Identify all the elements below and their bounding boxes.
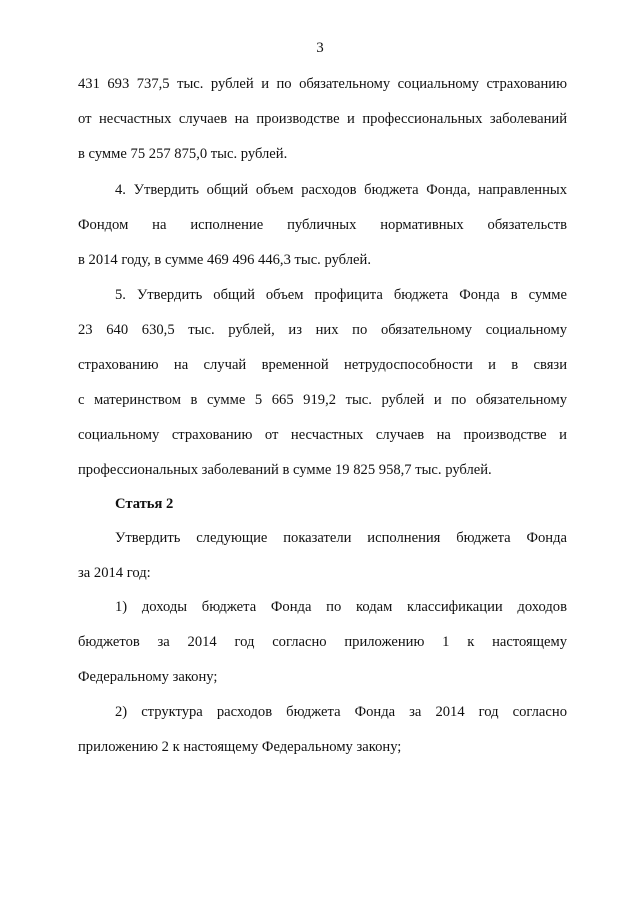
- text-line: Утвердить следующие показатели исполнения бюджета Фонда: [115, 530, 567, 546]
- text-line: в сумме 75 257 875,0 тыс. рублей.: [78, 146, 288, 162]
- text-line: за 2014 год:: [78, 565, 151, 581]
- text-line: 431 693 737,5 тыс. рублей и по обязательному социальному страхованию: [78, 76, 567, 92]
- text-line: страхованию на случай временной нетрудоспособности и в связи: [78, 357, 567, 373]
- paragraph-item-5: [78, 285, 567, 495]
- article-heading-block: [78, 494, 567, 529]
- paragraph-article-intro: [78, 528, 567, 598]
- text-line: в 2014 году, в сумме 469 496 446,3 тыс. рублей.: [78, 252, 371, 268]
- text-line: бюджетов за 2014 год согласно приложению 1 к настоящему: [78, 634, 567, 650]
- article-heading: Статья 2: [115, 496, 174, 512]
- text-line: 2) структура расходов бюджета Фонда за 2014 год согласно: [115, 704, 567, 720]
- paragraph-subitem-2: [78, 702, 567, 772]
- page-number: 3: [316, 40, 324, 56]
- text-line: 4. Утвердить общий объем расходов бюджета Фонда, направленных: [115, 182, 567, 198]
- text-line: социальному страхованию от несчастных случаев на производстве и: [78, 427, 567, 443]
- text-line: Федеральному закону;: [78, 669, 218, 685]
- text-line: от несчастных случаев на производстве и профессиональных заболеваний: [78, 111, 567, 127]
- text-line: 5. Утвердить общий объем профицита бюджета Фонда в сумме: [115, 287, 567, 303]
- text-line: с материнством в сумме 5 665 919,2 тыс. рублей и по обязательному: [78, 392, 567, 408]
- text-line: 1) доходы бюджета Фонда по кодам классификации доходов: [115, 599, 567, 615]
- paragraph-continuation: [78, 74, 567, 179]
- text-line: профессиональных заболеваний в сумме 19 825 958,7 тыс. рублей.: [78, 462, 492, 478]
- text-line: 23 640 630,5 тыс. рублей, из них по обязательному социальному: [78, 322, 567, 338]
- text-line: Фондом на исполнение публичных нормативных обязательств: [78, 217, 567, 233]
- text-line: приложению 2 к настоящему Федеральному закону;: [78, 739, 402, 755]
- paragraph-subitem-1: [78, 597, 567, 702]
- paragraph-item-4: [78, 180, 567, 285]
